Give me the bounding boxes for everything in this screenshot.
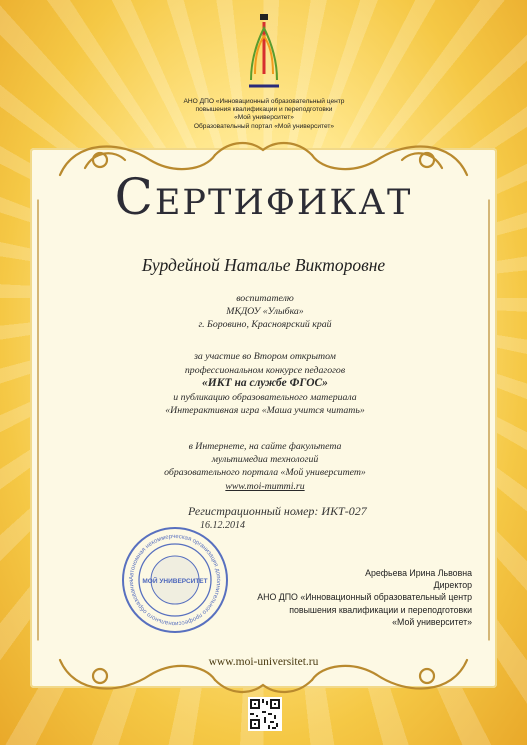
official-stamp bbox=[120, 525, 230, 635]
header-line: Образовательный портал «Мой университет» bbox=[193, 122, 335, 130]
city-text: г. Боровино, Красноярский край bbox=[198, 319, 332, 330]
participation-line: профессиональном конкурсе педагогов bbox=[184, 364, 346, 376]
position-text: воспитателю bbox=[236, 293, 294, 304]
signature-block bbox=[232, 567, 472, 628]
signer-role: Директор bbox=[433, 580, 472, 591]
stamp-center-text: МОЙ УНИВЕРСИТЕТ bbox=[142, 578, 208, 585]
stamp-ring-text: Автономная некоммерческая организация дополнительного профессионального образования bbox=[128, 533, 222, 627]
issuer-header bbox=[130, 98, 398, 131]
institution-text: МКДОУ «Улыбка» bbox=[226, 306, 304, 317]
participation-line: за участие во Втором открытом bbox=[194, 351, 336, 362]
publication-site-link[interactable]: www.moi-mummi.ru bbox=[225, 480, 305, 492]
registration-number: Регистрационный номер: ИКТ-027 bbox=[188, 504, 367, 518]
signer-org: повышения квалификации и переподготовки bbox=[289, 604, 472, 615]
header-line: «Мой университет» bbox=[234, 114, 294, 122]
header-line: повышения квалификации и переподготовки bbox=[195, 106, 333, 114]
material-name: «Интерактивная игра «Маша учится читать» bbox=[165, 405, 365, 416]
publication-line: в Интернете, на сайте факультета bbox=[188, 441, 342, 452]
footer-site-link[interactable]: www.moi-universitet.ru bbox=[208, 656, 319, 668]
header-line: АНО ДПО «Инновационный образовательный центр bbox=[183, 98, 345, 105]
recipient-name: Бурдейной Наталье Викторовне bbox=[141, 255, 386, 275]
publication-block bbox=[120, 440, 410, 493]
publication-line: образовательного портала «Мой университет» bbox=[164, 467, 366, 479]
university-logo-icon bbox=[249, 14, 279, 92]
signer-name: Арефьева Ирина Львовна bbox=[365, 568, 472, 578]
certificate-title: Сертификат bbox=[114, 168, 413, 226]
contest-name: «ИКТ на службе ФГОС» bbox=[202, 377, 328, 389]
participation-line: и публикацию образовательного материала bbox=[173, 391, 357, 403]
recipient-details bbox=[120, 292, 410, 331]
signer-org: «Мой университет» bbox=[392, 616, 472, 627]
participation-block bbox=[120, 350, 410, 418]
publication-line: мультимедиа технологий bbox=[211, 454, 319, 466]
qr-code-icon bbox=[248, 697, 282, 731]
signer-org: АНО ДПО «Инновационный образовательный центр bbox=[257, 592, 472, 603]
issue-date: 16.12.2014 bbox=[200, 520, 245, 531]
